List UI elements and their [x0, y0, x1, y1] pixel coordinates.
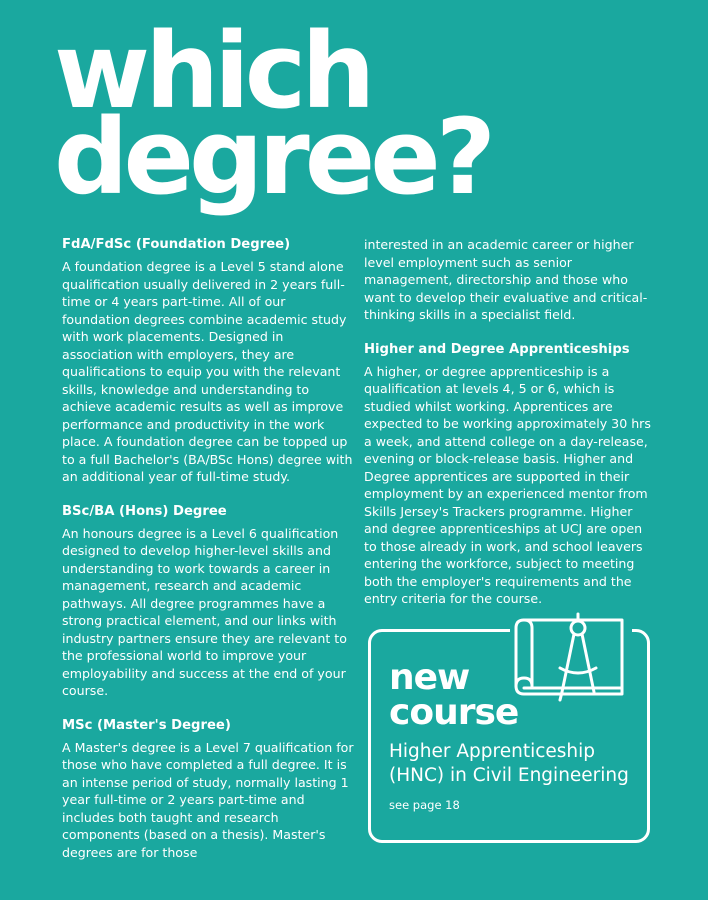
- card-heading-line-1: new: [389, 657, 470, 698]
- section-masters-body-left: A Master's degree is a Level 7 qualification for those who have completed a full degree. It is an intense period of study, normally lasting 1 year full-time or 2 years part-time and includes both taught and research components (based on a thesis). Master's degrees are for those: [62, 739, 354, 860]
- section-masters: [62, 717, 354, 862]
- card-course-title: [389, 740, 649, 788]
- card-heading: [389, 657, 519, 733]
- section-foundation: [62, 236, 354, 486]
- page-title: [54, 10, 492, 218]
- right-column: [364, 236, 656, 608]
- section-masters-title: MSc (Master's Degree): [62, 717, 231, 733]
- page-title-line-2: degree?: [54, 96, 492, 218]
- section-apprenticeships-body: A higher, or degree apprenticeship is a qualification at levels 4, 5 or 6, which is studied whilst working. Apprentices are expected to be working approximately 30 hrs a week, and attend college on a day-release, evening or block-release basis. Higher and Degree apprentices are supported in their employment by an experienced mentor from Skills Jersey's Trackers programme. Higher and degree apprenticeships at UCJ are open to those already in work, and school leavers entering the workforce, subject to meeting both the employer's requirements and the entry criteria for the course.: [364, 363, 651, 606]
- page-title-line-1: which: [54, 10, 371, 132]
- section-foundation-title: FdA/FdSc (Foundation Degree): [62, 237, 291, 252]
- section-honours-title: BSc/BA (Hons) Degree: [62, 503, 227, 519]
- blueprint-compass-icon: [510, 608, 632, 708]
- left-column: [62, 236, 354, 861]
- section-honours-body: An honours degree is a Level 6 qualification designed to develop higher-level skills and understanding to work towards a career in management, research and academic pathways. All degree programmes have a strong practical element, and our links with industry partners ensure they are relevant to the professional world to improve your employability and success at the end of your course.: [62, 525, 347, 698]
- section-foundation-body: A foundation degree is a Level 5 stand alone qualification usually delivered in 2 years full-time or 4 years part-time. All of our foundation degrees combine academic study with work placements. Designed in association with employers, they are qualifications to equip you with the relevant skills, knowledge and understanding to achieve academic results as well as improve performance and productivity in the work place. A foundation degree can be topped up to a full Bachelor's (BA/BSc Hons) degree with an additional year of full-time study.: [62, 259, 353, 484]
- card-heading-line-2: course: [389, 692, 519, 733]
- section-apprenticeships: [364, 341, 656, 608]
- card-course-title-line-1: Higher Apprenticeship: [389, 741, 596, 762]
- section-masters-body-right: interested in an academic career or higher level employment such as senior management, directorship and those who want to develop their evaluative and critical-thinking skills in a specialist field.: [364, 237, 648, 322]
- card-course-title-line-2: (HNC) in Civil Engineering: [389, 765, 629, 786]
- section-apprenticeships-title: Higher and Degree Apprenticeships: [364, 341, 630, 357]
- section-honours: [62, 503, 354, 700]
- card-see-page-link[interactable]: see page 18: [389, 798, 460, 812]
